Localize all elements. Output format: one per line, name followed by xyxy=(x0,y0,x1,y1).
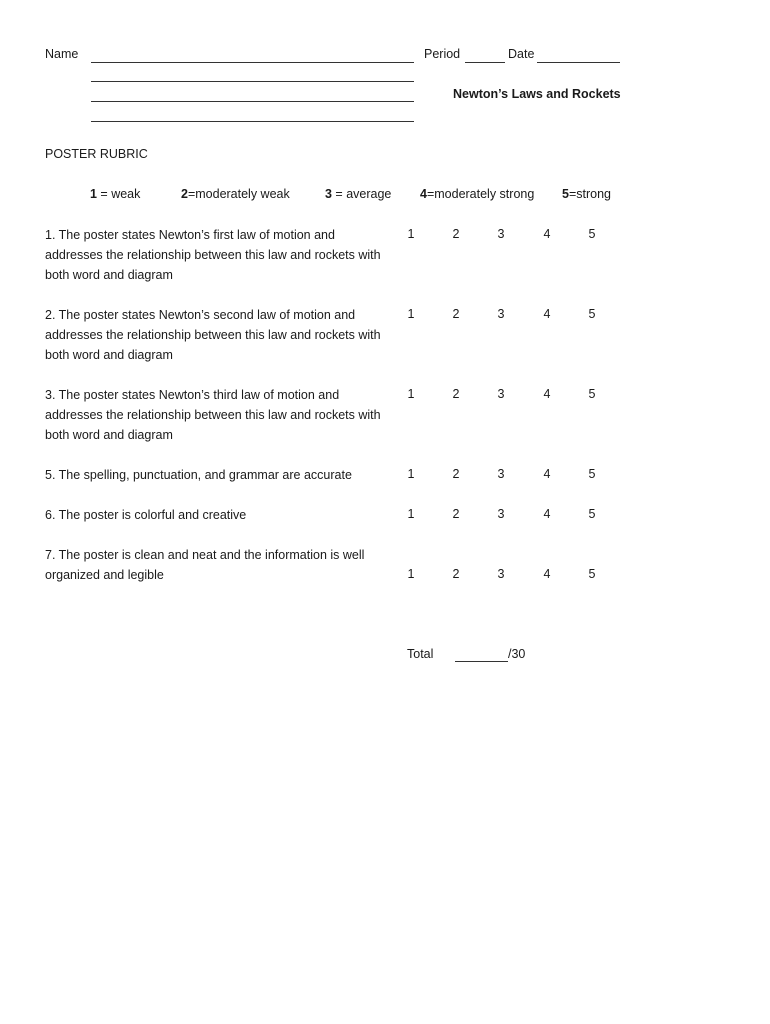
name-line-4[interactable] xyxy=(91,121,414,122)
criterion-7-score-5[interactable]: 5 xyxy=(588,567,596,581)
criterion-3-score-2[interactable]: 2 xyxy=(452,387,460,401)
criterion-3-score-5[interactable]: 5 xyxy=(588,387,596,401)
criterion-3-score-3[interactable]: 3 xyxy=(497,387,505,401)
criterion-2-score-2[interactable]: 2 xyxy=(452,307,460,321)
date-line[interactable] xyxy=(537,62,620,63)
scale-item-2: 2=moderately weak xyxy=(181,187,290,201)
criterion-3-score-4[interactable]: 4 xyxy=(543,387,551,401)
criterion-text-1: 1. The poster states Newton’s first law of motion and addresses the relationship between this law and rockets with both word and diagram xyxy=(45,228,381,282)
name-line-3[interactable] xyxy=(91,101,414,102)
scale-item-3: 3 = average xyxy=(325,187,392,201)
name-line-2[interactable] xyxy=(91,81,414,82)
criterion-2-score-5[interactable]: 5 xyxy=(588,307,596,321)
criterion-2-score-4[interactable]: 4 xyxy=(543,307,551,321)
period-label: Period xyxy=(424,47,461,61)
criterion-2-score-3[interactable]: 3 xyxy=(497,307,505,321)
criterion-6-score-2[interactable]: 2 xyxy=(452,507,460,521)
criterion-5-score-2[interactable]: 2 xyxy=(452,467,460,481)
criterion-7-score-4[interactable]: 4 xyxy=(543,567,551,581)
criterion-5-score-5[interactable]: 5 xyxy=(588,467,596,481)
criterion-5-score-4[interactable]: 4 xyxy=(543,467,551,481)
date-label: Date xyxy=(508,47,535,61)
criterion-7-score-2[interactable]: 2 xyxy=(452,567,460,581)
criterion-text-6: 6. The poster is colorful and creative xyxy=(45,508,247,522)
name-line[interactable] xyxy=(91,62,414,63)
rubric-heading: POSTER RUBRIC xyxy=(45,147,148,161)
period-line[interactable] xyxy=(465,62,505,63)
criterion-text-2: 2. The poster states Newton’s second law of motion and addresses the relationship between this law and rockets with both word and diagram xyxy=(45,308,381,362)
criterion-1-score-5[interactable]: 5 xyxy=(588,227,596,241)
criterion-5-score-3[interactable]: 3 xyxy=(497,467,505,481)
criterion-text-7: 7. The poster is clean and neat and the information is well organized and legible xyxy=(45,548,365,582)
total-label: Total xyxy=(407,647,434,661)
criterion-text-3: 3. The poster states Newton’s third law of motion and addresses the relationship between this law and rockets with both word and diagram xyxy=(45,388,381,442)
criterion-3-score-1[interactable]: 1 xyxy=(407,387,415,401)
criterion-6-score-4[interactable]: 4 xyxy=(543,507,551,521)
total-out-of: /30 xyxy=(508,647,526,661)
page-title: Newton’s Laws and Rockets xyxy=(453,87,621,101)
criterion-2-score-1[interactable]: 1 xyxy=(407,307,415,321)
criterion-7-score-1[interactable]: 1 xyxy=(407,567,415,581)
criterion-7-score-3[interactable]: 3 xyxy=(497,567,505,581)
criterion-1-score-1[interactable]: 1 xyxy=(407,227,415,241)
criterion-1-score-2[interactable]: 2 xyxy=(452,227,460,241)
scale-item-4: 4=moderately strong xyxy=(420,187,535,201)
criterion-6-score-1[interactable]: 1 xyxy=(407,507,415,521)
criterion-6-score-5[interactable]: 5 xyxy=(588,507,596,521)
criterion-1-score-4[interactable]: 4 xyxy=(543,227,551,241)
criterion-1-score-3[interactable]: 3 xyxy=(497,227,505,241)
name-label: Name xyxy=(45,47,79,61)
criterion-text-5: 5. The spelling, punctuation, and grammar are accurate xyxy=(45,468,352,482)
scale-item-1: 1 = weak xyxy=(90,187,141,201)
criterion-6-score-3[interactable]: 3 xyxy=(497,507,505,521)
scale-item-5: 5=strong xyxy=(562,187,611,201)
criterion-5-score-1[interactable]: 1 xyxy=(407,467,415,481)
total-line[interactable] xyxy=(455,661,508,662)
